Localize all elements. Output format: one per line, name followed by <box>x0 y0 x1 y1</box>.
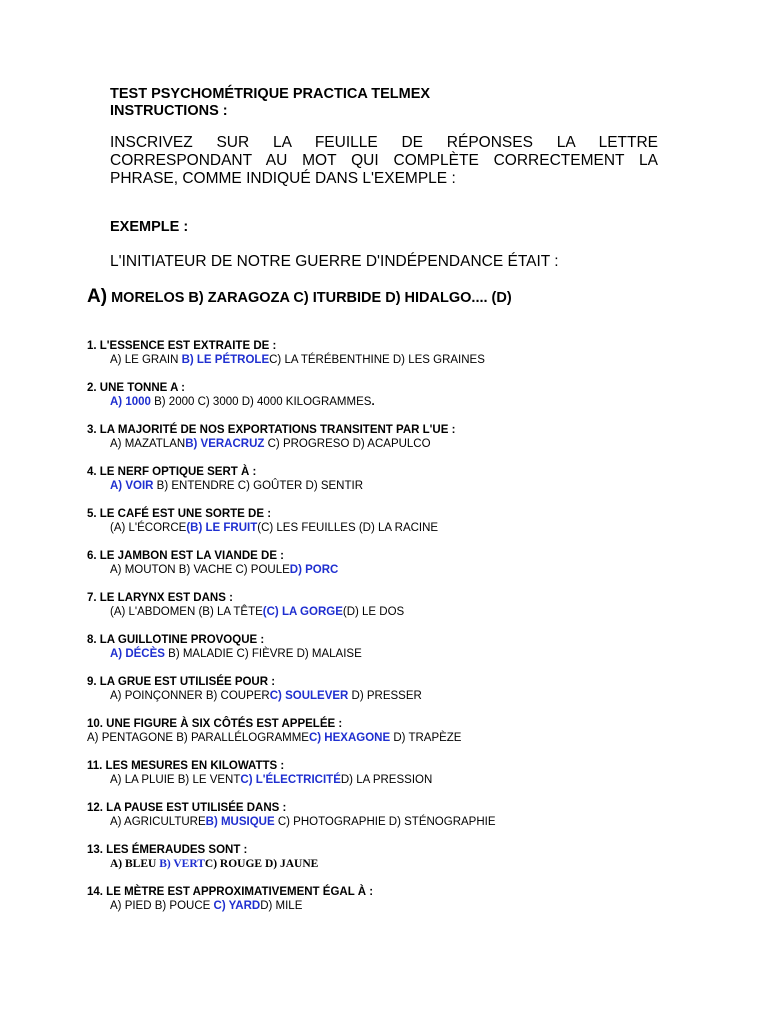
question-text: 4. LE NERF OPTIQUE SERT À : <box>87 466 257 478</box>
option: C) PHOTOGRAPHIE D) STÉNOGRAPHIE <box>274 816 496 828</box>
correct-option: A) VOIR <box>110 480 154 492</box>
correct-option: B) MUSIQUE <box>205 816 275 828</box>
correct-option: C) HEXAGONE <box>308 732 391 744</box>
option: C) LA TÉRÉBENTHINE D) LES GRAINES <box>269 354 485 366</box>
question-14 <box>87 885 727 913</box>
question-text: 13. LES ÉMERAUDES SONT : <box>87 844 248 856</box>
question-12 <box>87 801 727 829</box>
question-5 <box>87 507 727 535</box>
answer-options <box>87 395 727 409</box>
question-text: 1. L'ESSENCE EST EXTRAITE DE : <box>87 340 277 352</box>
answer-options <box>87 731 727 745</box>
option: C) ROUGE D) JAUNE <box>204 858 319 870</box>
title-line-2: INSTRUCTIONS : <box>110 103 228 119</box>
option: (A) L'ABDOMEN (B) LA TÊTE <box>110 606 263 618</box>
option: A) PIED B) POUCE <box>110 900 214 912</box>
example-answer-lead: A) <box>87 286 108 307</box>
answer-options <box>87 437 727 451</box>
answer-options <box>87 521 727 535</box>
correct-option: D) PORC <box>289 564 339 576</box>
question-3 <box>87 423 727 451</box>
answer-options <box>87 815 727 829</box>
correct-option: B) LE PÉTROLE <box>181 354 270 366</box>
question-text: 12. LA PAUSE EST UTILISÉE DANS : <box>87 802 287 814</box>
answer-options <box>87 899 727 913</box>
option: A) PENTAGONE B) PARALLÉLOGRAMME <box>87 732 309 744</box>
question-2 <box>87 381 727 409</box>
answer-options <box>87 647 727 661</box>
question-9 <box>87 675 727 703</box>
correct-option: (C) LA GORGE <box>262 606 343 618</box>
option: A) BLEU <box>110 858 160 870</box>
option: (C) LES FEUILLES (D) LA RACINE <box>257 522 439 534</box>
option: A) AGRICULTURE <box>110 816 206 828</box>
option: A) LA PLUIE B) LE VENT <box>110 774 241 786</box>
example-answer <box>87 286 512 308</box>
option: A) MAZATLAN <box>110 438 186 450</box>
question-text: 7. LE LARYNX EST DANS : <box>87 592 233 604</box>
correct-option: B) VERACRUZ <box>185 438 265 450</box>
option: C) PROGRESO D) ACAPULCO <box>264 438 431 450</box>
question-text: 9. LA GRUE EST UTILISÉE POUR : <box>87 676 276 688</box>
answer-options <box>87 563 727 577</box>
option: A) MOUTON B) VACHE C) POULE <box>110 564 290 576</box>
option: D) PRESSER <box>348 690 422 702</box>
question-text: 14. LE MÈTRE EST APPROXIMATIVEMENT ÉGAL À : <box>87 886 374 898</box>
answer-options <box>87 353 727 367</box>
option: D) LA PRESSION <box>340 774 433 786</box>
question-text: 3. LA MAJORITÉ DE NOS EXPORTATIONS TRANSITENT PAR L'UE : <box>87 424 456 436</box>
question-text: 5. LE CAFÉ EST UNE SORTE DE : <box>87 508 272 520</box>
question-7 <box>87 591 727 619</box>
instructions-paragraph: INSCRIVEZ SUR LA FEUILLE DE RÉPONSES LA LETTRE CORRESPONDANT AU MOT QUI COMPLÈTE CORRECTEMENT LA PHRASE, COMME INDIQUÉ DANS L'EXEMPLE : <box>110 134 658 187</box>
correct-option: (B) LE FRUIT <box>186 522 258 534</box>
answer-options <box>87 857 727 871</box>
option: B) ENTENDRE C) GOÛTER D) SENTIR <box>153 480 364 492</box>
correct-option: C) SOULEVER <box>269 690 349 702</box>
correct-option: B) VERT <box>159 858 205 870</box>
correct-option: C) YARD <box>213 900 261 912</box>
option: A) POINÇONNER B) COUPER <box>110 690 270 702</box>
correct-option: C) L'ÉLECTRICITÉ <box>240 774 341 786</box>
answer-options <box>87 605 727 619</box>
correct-option: A) DÉCÈS <box>110 648 165 660</box>
option: B) 2000 C) 3000 D) 4000 KILOGRAMMES <box>150 396 372 408</box>
example-answer-rest: MORELOS B) ZARAGOZA C) ITURBIDE D) HIDALGO.... (D) <box>107 290 512 306</box>
question-6 <box>87 549 727 577</box>
option: . <box>371 396 375 408</box>
question-text: 6. LE JAMBON EST LA VIANDE DE : <box>87 550 285 562</box>
option: B) MALADIE C) FIÈVRE D) MALAISE <box>164 648 362 660</box>
answer-options <box>87 689 727 703</box>
answer-options <box>87 773 727 787</box>
answer-options <box>87 479 727 493</box>
question-text: 8. LA GUILLOTINE PROVOQUE : <box>87 634 265 646</box>
question-11 <box>87 759 727 787</box>
correct-option: A) 1000 <box>110 396 151 408</box>
option: (A) L'ÉCORCE <box>110 522 187 534</box>
question-10 <box>87 717 727 745</box>
example-question: L'INITIATEUR DE NOTRE GUERRE D'INDÉPENDANCE ÉTAIT : <box>110 253 559 270</box>
title-line-1: TEST PSYCHOMÉTRIQUE PRACTICA TELMEX <box>110 86 431 102</box>
option: D) TRAPÈZE <box>390 732 462 744</box>
question-text: 10. UNE FIGURE À SIX CÔTÉS EST APPELÉE : <box>87 718 343 730</box>
example-label: EXEMPLE : <box>110 219 189 235</box>
question-text: 11. LES MESURES EN KILOWATTS : <box>87 760 285 772</box>
question-1 <box>87 339 727 367</box>
option: (D) LE DOS <box>342 606 405 618</box>
option: D) MILE <box>260 900 303 912</box>
document-title <box>110 86 430 120</box>
option: A) LE GRAIN <box>110 354 182 366</box>
question-8 <box>87 633 727 661</box>
question-13 <box>87 843 727 871</box>
question-text: 2. UNE TONNE A : <box>87 382 185 394</box>
question-4 <box>87 465 727 493</box>
